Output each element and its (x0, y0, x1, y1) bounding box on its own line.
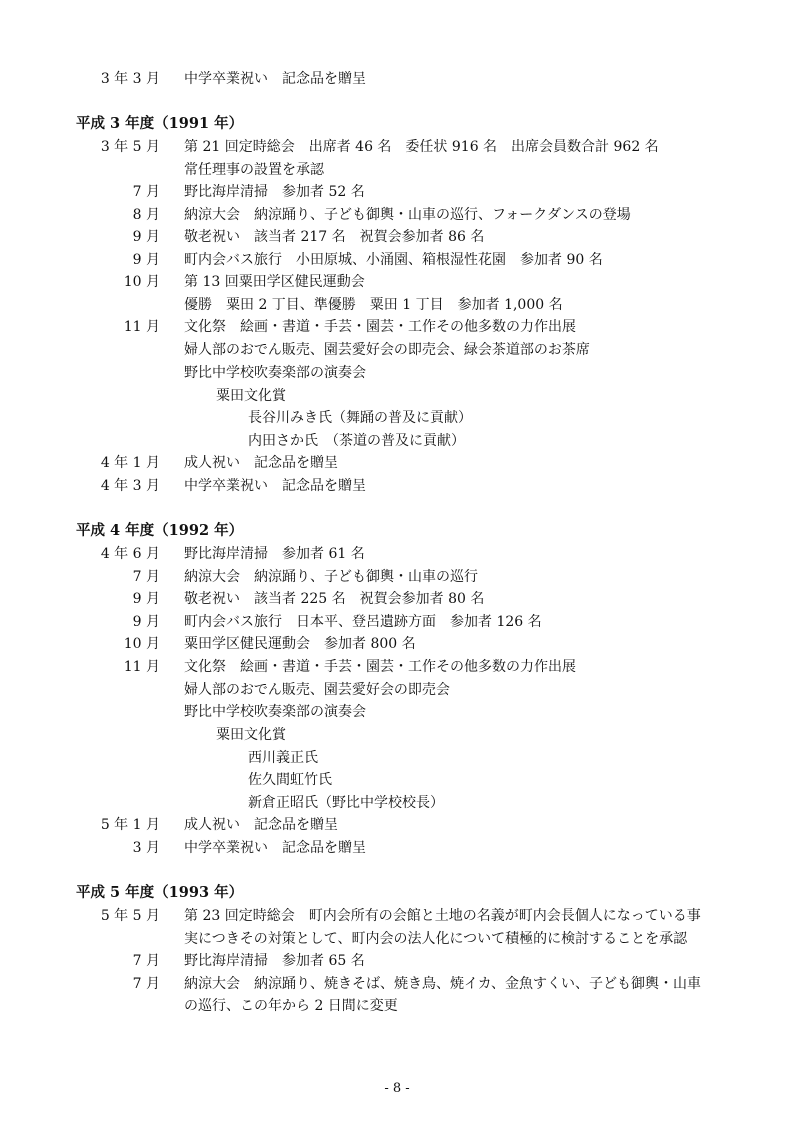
entry-text: 野比海岸清掃 参加者 65 名 (184, 953, 365, 969)
entry-date: 4 年 1 月 (100, 455, 160, 471)
entry-text: の巡行、この年から 2 日間に変更 (184, 998, 398, 1014)
entry-text: 中学卒業祝い 記念品を贈呈 (184, 478, 366, 494)
entry-date: 10 月 (123, 274, 160, 290)
chronology-row (0, 725, 794, 745)
chronology-row (0, 838, 794, 858)
chronology-row (0, 634, 794, 654)
chronology-row (0, 974, 794, 994)
fiscal-year-heading: 平成 3 年度（1991 年） (76, 115, 244, 132)
entry-date: 3 年 3 月 (100, 71, 160, 87)
entry-text: 西川義正氏 (248, 750, 318, 766)
entry-date: 7 月 (132, 184, 160, 200)
entry-text: 粟田学区健民運動会 参加者 800 名 (184, 636, 416, 652)
entry-date: 5 年 5 月 (100, 908, 160, 924)
entry-text: 内田さか氏 （茶道の普及に貢献） (248, 433, 465, 449)
entry-date: 7 月 (132, 569, 160, 585)
chronology-row (0, 770, 794, 790)
chronology-row (0, 69, 794, 89)
chronology-row (0, 227, 794, 247)
entry-text: 納涼大会 納涼踊り、焼きそば、焼き鳥、焼イカ、金魚すくい、子ども御輿・山車 (184, 976, 702, 992)
entry-text: 成人祝い 記念品を贈呈 (184, 455, 338, 471)
entry-text: 第 23 回定時総会 町内会所有の会館と土地の名義が町内会長個人になっている事 (184, 908, 701, 924)
chronology-row (0, 996, 794, 1016)
entry-date: 5 年 1 月 (100, 817, 160, 833)
entry-text: 野比中学校吹奏楽部の演奏会 (184, 704, 366, 720)
entry-text: 佐久間虹竹氏 (248, 772, 332, 788)
entry-date: 7 月 (132, 976, 160, 992)
entry-text: 第 21 回定時総会 出席者 46 名 委任状 916 名 出席会員数合計 962 名 (184, 139, 659, 155)
chronology-row (0, 295, 794, 315)
entry-text: 婦人部のおでん販売、園芸愛好会の即売会 (184, 682, 450, 698)
chronology-row (0, 137, 794, 157)
entry-date: 4 年 6 月 (100, 546, 160, 562)
chronology-row (0, 205, 794, 225)
entry-date: 7 月 (132, 953, 160, 969)
chronology-row (0, 544, 794, 564)
chronology-row (0, 182, 794, 202)
chronology-row (0, 363, 794, 383)
entry-text: 町内会バス旅行 小田原城、小涌園、箱根湿性花園 参加者 90 名 (184, 252, 603, 268)
chronology-row (0, 929, 794, 949)
entry-date: 9 月 (132, 229, 160, 245)
fiscal-year-heading: 平成 5 年度（1993 年） (76, 884, 244, 901)
chronology-row (0, 386, 794, 406)
entry-date: 3 年 5 月 (100, 139, 160, 155)
page-number: - 8 - (384, 1081, 410, 1096)
entry-text: 町内会バス旅行 日本平、登呂遺跡方面 参加者 126 名 (184, 614, 542, 630)
chronology-row (0, 431, 794, 451)
entry-date: 8 月 (132, 207, 160, 223)
entry-date: 3 月 (132, 840, 160, 856)
entry-text: 文化祭 絵画・書道・手芸・園芸・工作その他多数の力作出展 (184, 319, 576, 335)
entry-date: 9 月 (132, 252, 160, 268)
chronology-row (0, 340, 794, 360)
entry-text: 野比中学校吹奏楽部の演奏会 (184, 365, 366, 381)
chronology-row (0, 906, 794, 926)
entry-text: 優勝 粟田 2 丁目、準優勝 粟田 1 丁目 参加者 1,000 名 (184, 297, 563, 313)
chronology-row (0, 453, 794, 473)
chronology-row (0, 815, 794, 835)
chronology-row (0, 567, 794, 587)
entry-text: 新倉正昭氏（野比中学校校長） (248, 795, 444, 811)
entry-text: 第 13 回粟田学区健民運動会 (184, 274, 365, 290)
entry-date: 4 年 3 月 (100, 478, 160, 494)
chronology-row (0, 748, 794, 768)
entry-text: 野比海岸清掃 参加者 52 名 (184, 184, 365, 200)
entry-text: 婦人部のおでん販売、園芸愛好会の即売会、緑会茶道部のお茶席 (184, 342, 590, 358)
chronology-row (0, 317, 794, 337)
entry-text: 実につきその対策として、町内会の法人化について積極的に検討することを承認 (184, 931, 688, 947)
chronology-row (0, 476, 794, 496)
fiscal-year-heading: 平成 4 年度（1992 年） (76, 522, 244, 539)
chronology-row (0, 657, 794, 677)
chronology-row (0, 680, 794, 700)
entry-text: 中学卒業祝い 記念品を贈呈 (184, 840, 366, 856)
entry-text: 納涼大会 納涼踊り、子ども御輿・山車の巡行、フォークダンスの登場 (184, 207, 631, 223)
entry-date: 9 月 (132, 614, 160, 630)
entry-text: 文化祭 絵画・書道・手芸・園芸・工作その他多数の力作出展 (184, 659, 576, 675)
chronology-row (0, 793, 794, 813)
chronology-row (0, 702, 794, 722)
entry-text: 納涼大会 納涼踊り、子ども御輿・山車の巡行 (184, 569, 478, 585)
entry-date: 11 月 (123, 319, 160, 335)
chronology-row (0, 160, 794, 180)
entry-text: 中学卒業祝い 記念品を贈呈 (184, 71, 366, 87)
entry-text: 敬老祝い 該当者 225 名 祝賀会参加者 80 名 (184, 591, 485, 607)
chronology-row (0, 272, 794, 292)
entry-text: 敬老祝い 該当者 217 名 祝賀会参加者 86 名 (184, 229, 485, 245)
entry-date: 11 月 (123, 659, 160, 675)
entry-text: 粟田文化賞 (216, 727, 286, 743)
entry-text: 長谷川みき氏（舞踊の普及に貢献） (248, 410, 472, 426)
entry-text: 常任理事の設置を承認 (184, 162, 324, 178)
chronology-row (0, 408, 794, 428)
chronology-row (0, 250, 794, 270)
entry-text: 粟田文化賞 (216, 388, 286, 404)
entry-text: 野比海岸清掃 参加者 61 名 (184, 546, 365, 562)
entry-date: 9 月 (132, 591, 160, 607)
entry-date: 10 月 (123, 636, 160, 652)
chronology-row (0, 951, 794, 971)
chronology-row (0, 589, 794, 609)
chronology-row (0, 612, 794, 632)
entry-text: 成人祝い 記念品を贈呈 (184, 817, 338, 833)
